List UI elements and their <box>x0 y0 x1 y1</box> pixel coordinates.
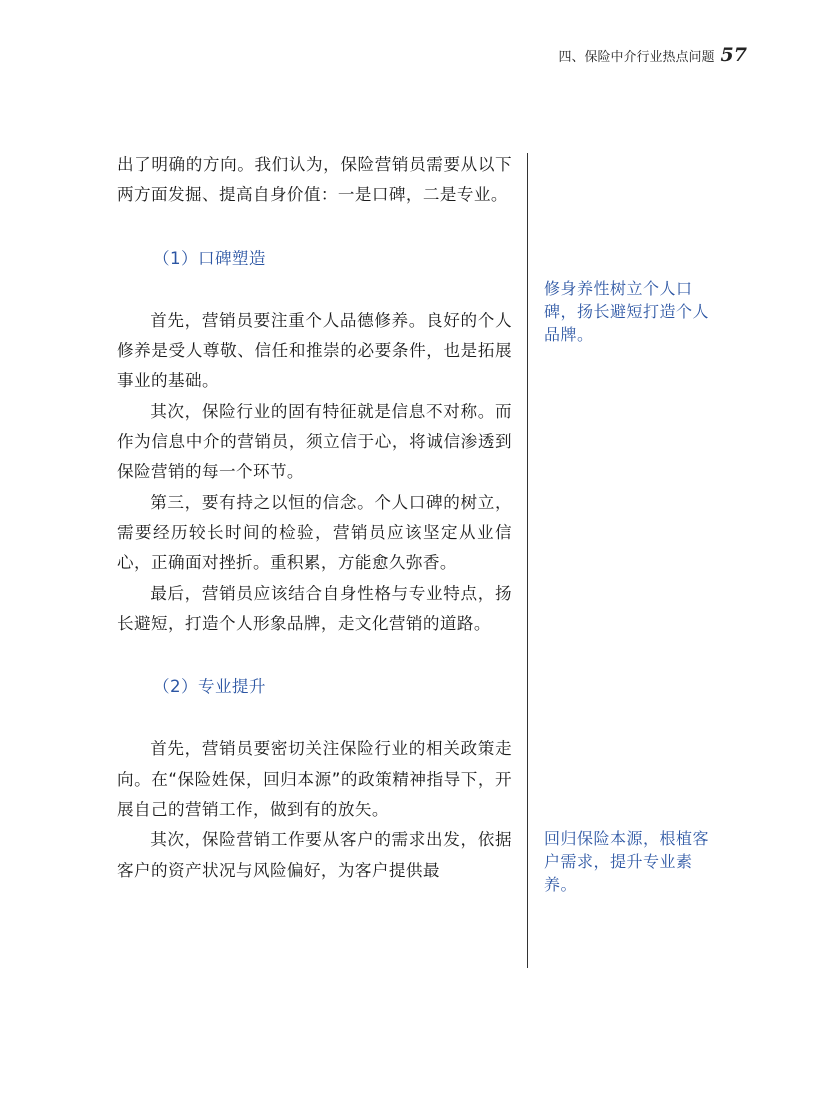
section-heading-reputation: （1）口碑塑造 <box>153 248 266 268</box>
paragraph: 首先，营销员要注重个人品德修养。良好的个人修养是受人尊敬、信任和推崇的必要条件，也是拓展事业的基础。 <box>117 310 512 391</box>
paragraph: 其次，保险行业的固有特征就是信息不对称。而作为信息中介的营销员，须立信于心，将诚信渗透到保险营销的每一个环节。 <box>117 401 512 482</box>
intro-paragraph: 出了明确的方向。我们认为，保险营销员需要从以下两方面发掘、提高自身价值：一是口碑，二是专业。 <box>117 155 512 205</box>
main-text-column <box>117 150 512 886</box>
margin-note-professional: 回归保险本源，根植客户需求，提升专业素养。 <box>544 829 710 894</box>
running-header <box>559 44 747 66</box>
paragraph: 第三，要有持之以恒的信念。个人口碑的树立，需要经历较长时间的检验，营销员应该坚定从业信心，正确面对挫折。重积累，方能愈久弥香。 <box>117 492 512 573</box>
section-heading-professional: （2）专业提升 <box>153 677 266 697</box>
page-number: 57 <box>720 44 747 66</box>
margin-divider <box>527 153 528 968</box>
paragraph: 其次，保险营销工作要从客户的需求出发，依据客户的资产状况与风险偏好，为客户提供最 <box>117 830 512 880</box>
running-title: 四、保险中介行业热点问题 <box>558 50 715 65</box>
paragraph: 最后，营销员应该结合自身性格与专业特点，扬长避短，打造个人形象品牌，走文化营销的道路。 <box>117 583 512 633</box>
margin-note-reputation: 修身养性树立个人口碑，扬长避短打造个人品牌。 <box>544 279 710 344</box>
paragraph: 首先，营销员要密切关注保险行业的相关政策走向。在“保险姓保，回归本源”的政策精神指导下，开展自己的营销工作，做到有的放矢。 <box>117 739 512 820</box>
